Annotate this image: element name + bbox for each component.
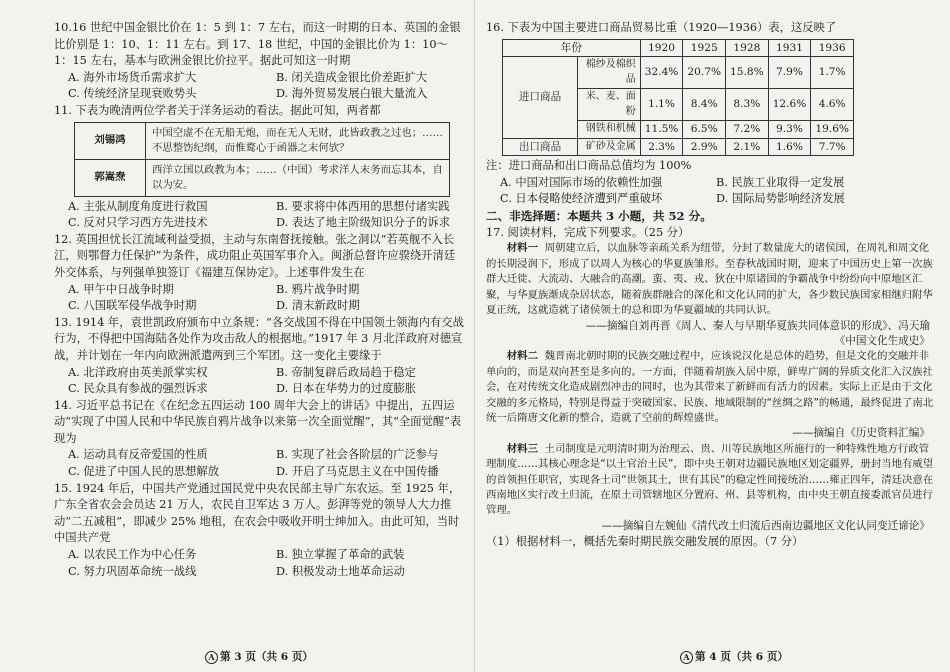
q11-name-1: 刘锡鸿 [75, 122, 146, 159]
q11-option-d: D. 表达了地主阶级知识分子的诉求 [276, 216, 450, 230]
q10-option-a: A. 海外市场货币需求扩大 [68, 70, 197, 84]
q16-cell: 8.3% [726, 89, 769, 121]
q13-option-c: C. 民众具有参战的强烈诉求 [68, 382, 208, 396]
q17-material-3 [486, 442, 936, 519]
q12-option-d: D. 清末新政时期 [276, 299, 360, 313]
q16-cell: 2.9% [683, 138, 726, 156]
q16-export-label: 出口商品 [503, 138, 578, 156]
q14-option-d: D. 开启了马克思主义在中国传播 [276, 465, 439, 479]
q14-stem: 14. 习近平总书记在《在纪念五四运动 100 周年大会上的讲话》中提出，五四运动“实现了中国人民和中华民族自鸦片战争以来第一次全面觉醒”，其“全面觉醒”表现为 [54, 398, 462, 445]
q16-header-row [503, 39, 854, 57]
q16-header-1928: 1928 [726, 39, 769, 57]
q16-table [502, 39, 854, 157]
q16-cell: 4.6% [811, 89, 854, 121]
q12-stem: 12. 英国担忧长江流域利益受损，主动与东南督抚接触。张之洞以“若英舰不入长江，则鄂督力任保护”为条件，成功阻止英国军事介入。闽浙总督许应骙绕开清廷外交体系，与列强单独签订《福建互保协定》。上述事件发生在 [54, 232, 456, 279]
version-badge-icon: A [680, 651, 693, 664]
q11-option-a: A. 主张从制度角度进行救国 [68, 199, 208, 213]
q16-cell: 2.1% [726, 138, 769, 156]
q10-option-d: D. 海外贸易发展白银大量流入 [276, 87, 428, 101]
q16-item: 米、麦、面粉 [578, 89, 641, 121]
page-3 [0, 0, 474, 672]
q16-option-c: C. 日本侵略使经济遭到严重破坏 [500, 192, 663, 206]
q16-import-label: 进口商品 [503, 57, 578, 139]
q16-cell: 7.9% [768, 57, 811, 89]
q12-option-b: B. 鸦片战争时期 [276, 282, 360, 296]
page-footer-left [205, 649, 313, 664]
q15-stem: 15. 1924 年后，中国共产党通过国民党中央农民部主导广东农运。至 1925 年，广东全省农会会员达 21 万人，农民自卫军达 3 万人。彭湃等党的领导人大力推动“二五减租”，即减少 25% 地租，在农会中吸收开明士绅加入。由此可知，当时中国共产党 [54, 481, 461, 545]
q16-note: 注：进口商品和出口商品总值均为 100% [486, 159, 692, 173]
q10-stem: 10.16 世纪中国金银比价在 1：5 到 1：7 左右，而这一时期的日本、英国的金银比价别是 1：10、1：11 左右。到 17、18 世纪，中国的金银比价为 1：10～1：15 左右，基本与欧洲金银比价拉平。据此可知这一时期 [54, 21, 461, 68]
q11-stem: 11. 下表为晚清两位学者关于洋务运动的看法。据此可知，两者都 [54, 103, 381, 117]
q16-cell: 12.6% [768, 89, 811, 121]
q12-option-a: A. 甲午中日战争时期 [68, 282, 174, 296]
q14-option-c: C. 促进了中国人民的思想解放 [68, 465, 219, 479]
q16-cell: 7.7% [811, 138, 854, 156]
q16-option-b: B. 民族工业取得一定发展 [716, 175, 845, 189]
q12-option-c: C. 八国联军侵华战争时期 [68, 299, 197, 313]
material-1-label: 材料一 [506, 242, 538, 255]
q13-option-a: A. 北洋政府由英美派掌实权 [68, 365, 208, 379]
q10-options [68, 70, 464, 103]
q15-option-d: D. 积极发动土地革命运动 [276, 564, 405, 578]
q13-option-b: B. 帝制复辟后政局趋于稳定 [276, 365, 416, 379]
q11-table [74, 122, 450, 197]
q15-option-b: B. 独立掌握了革命的武装 [276, 548, 405, 562]
material-1-text: 周朝建立后，以血脉等亲疏关系为纽带，分封了数量庞大的诸侯国，在周礼和周文化的长期浸润下，形成了以周人为核心的华夏族雏形。至春秋战国时期，迎来了中国历史上第一次族群大迁徙、大流动、大融合的高潮。蛮、夷、戎、狄在中原诸国的争霸战争中纷纷向中原地区汇聚，与华夏族渐成杂居状态，随着族群融合的深化和文化认同的扩大，各少数民族国家相继归附华夏正统，这就造就了诸侯领土的总和即为华夏疆域的共同认识。 [486, 242, 933, 317]
q13-option-d: D. 日本在华势力的过度膨胀 [276, 382, 417, 396]
q16-cell: 9.3% [768, 121, 811, 139]
q17-material-1 [486, 241, 936, 318]
material-2-label: 材料二 [506, 350, 538, 363]
q12-options [68, 282, 464, 315]
q16-option-a: A. 中国对国际市场的依赖性加强 [500, 175, 663, 189]
q16-cell: 1.6% [768, 138, 811, 156]
material-2-source: ——摘编自《历史资料汇编》 [792, 427, 930, 440]
q17-material-2 [486, 349, 936, 426]
material-3-label: 材料三 [506, 442, 538, 455]
q16-item: 棉纱及棉织品 [578, 57, 641, 89]
q16-cell: 8.4% [683, 89, 726, 121]
q16-header-1920: 1920 [640, 39, 683, 57]
q16-cell: 15.8% [726, 57, 769, 89]
material-1-source: ——摘编自刘再晋《周人、秦人与早期华夏族共同体意识的形成》、冯天瑜 [585, 319, 930, 332]
q16-cell: 2.3% [640, 138, 683, 156]
q16-options [500, 175, 936, 208]
q11-view-1: 中国空虚不在无船无炮，而在无人无财，此皆政教之过也；……不思整饬纪纲，而惟鹜心于函器之末何欤？ [146, 122, 450, 159]
q11-name-2: 郭嵩焘 [75, 159, 146, 196]
q16-cell: 6.5% [683, 121, 726, 139]
material-1-source-cont: 《中国文化生成史》 [834, 334, 930, 347]
table-row [503, 138, 854, 156]
q16-stem: 16. 下表为中国主要进口商品贸易比重（1920—1936）表，这反映了 [486, 21, 837, 34]
q11-row [75, 159, 450, 196]
q11-option-c: C. 反对只学习西方先进技术 [68, 216, 208, 230]
q16-header-1931: 1931 [768, 39, 811, 57]
q17-sub-1: （1）根据材料一，概括先秦时期民族交融发展的原因。（7 分） [486, 535, 804, 549]
page-number-right: 第 4 页（共 6 页） [695, 651, 789, 663]
page-footer-right [680, 649, 788, 664]
page-4 [474, 0, 950, 672]
section-heading: 二、非选择题：本题共 3 小题，共 52 分。 [486, 208, 712, 223]
q11-view-2: 西洋立国以政教为本；……（中国）考求洋人末务而忘其本，自以为安。 [146, 159, 450, 196]
q17-stem: 17. 阅读材料，完成下列要求。（25 分） [486, 225, 690, 239]
q15-options [68, 547, 464, 580]
material-3-text: 土司制度是元明清时期为治理云、贵、川等民族地区所施行的一种特殊性地方行政管理制度……其核心理念是“以土官治土民”，即中央王朝对边疆民族地区划定疆界，册封当地有威望的首领担任职官，实现各土司“世领其土，世有其民”的稳定性间接统治……雍正四年，清廷决意在西南地区实行改土归流，在原土司管辖地区分置府、州、县等机构，由中央王朝直接委派官员进行管理。 [486, 442, 934, 517]
q16-cell: 20.7% [683, 57, 726, 89]
q16-cell: 7.2% [726, 121, 769, 139]
q16-item: 钢铁和机械 [578, 121, 641, 139]
q16-cell: 19.6% [811, 121, 854, 139]
q16-cell: 1.1% [640, 89, 683, 121]
q16-header-1925: 1925 [683, 39, 726, 57]
table-row [503, 57, 854, 89]
q11-option-b: B. 要求将中体西用的思想付诸实践 [276, 199, 450, 213]
q11-row [75, 122, 450, 159]
material-2-text: 魏晋南北朝时期的民族交融过程中，应该说汉化是总体的趋势，但是文化的交融并非单向的，而是双向甚至是多向的。一方面，伴随着胡族入居中原，鲜卑广阔的异质文化汇入汉族社会，在对传统文化造成剧烈冲击的同时，也为其带来了新鲜而有活力的因素。实际上正是由于文化交融的多元格局，特别是得益于突破国家、民族、地域限制的“丝绸之路”的畅通，最终促进了南北统一后隋唐文化新的整合，造就了空前的辉煌盛世。 [486, 350, 934, 424]
q13-options [68, 365, 464, 398]
q16-option-d: D. 国际局势影响经济发展 [716, 192, 845, 206]
q14-option-b: B. 实现了社会各阶层的广泛参与 [276, 448, 439, 462]
page-number-left: 第 3 页（共 6 页） [220, 651, 314, 663]
q15-option-a: A. 以农民工作为中心任务 [68, 548, 197, 562]
q14-options [68, 447, 464, 480]
material-3-source: ——摘编自左婉仙《清代改土归流后西南边疆地区文化认同变迁谛论》 [601, 519, 930, 532]
q14-option-a: A. 运动具有反帝爱国的性质 [68, 448, 208, 462]
q16-item: 矿砂及金属 [578, 138, 641, 156]
q16-cell: 1.7% [811, 57, 854, 89]
q16-cell: 32.4% [640, 57, 683, 89]
q13-stem: 13. 1914 年，袁世凯政府颁布中立条规：“各交战国不得在中国领土领海内有交战行为，不得把中国海陆各处作为攻击敌人的根据地。”1917 年 3 月北洋政府对德宣战，并计划在一年内向欧洲派遣两到三个军团。这一变化主要缘于 [54, 315, 464, 362]
q15-option-c: C. 努力巩固革命统一战线 [68, 564, 197, 578]
version-badge-icon: A [205, 651, 218, 664]
q10-option-c: C. 传统经济呈现衰败势头 [68, 87, 197, 101]
q16-header-year: 年份 [503, 39, 641, 57]
q16-cell: 11.5% [640, 121, 683, 139]
q11-options [68, 199, 464, 232]
q10-option-b: B. 闭关造成金银比价差距扩大 [276, 70, 428, 84]
q16-header-1936: 1936 [811, 39, 854, 57]
